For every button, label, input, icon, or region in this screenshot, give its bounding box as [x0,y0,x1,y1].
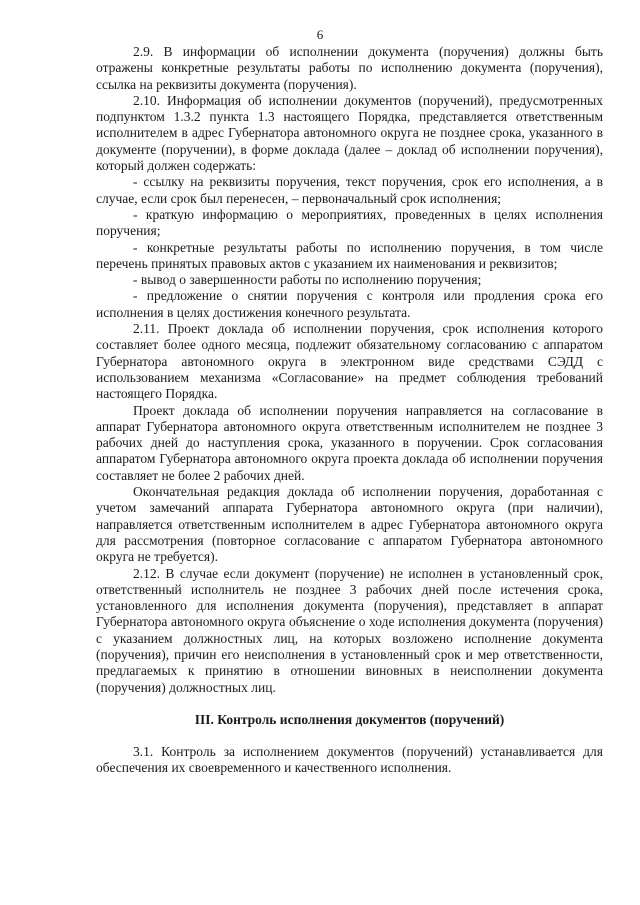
paragraph: 2.10. Информация об исполнении документов (поручений), предусмотренных подпунктом 1.3.2 пункта 1.3 настоящего Порядка, представляется ответственным исполнителем в адрес Губернатора автономного округа не позднее срока, указанного в документе (поручении), в форме доклада (далее – доклад об исполнении поручения), который должен содержать: [96,92,603,174]
list-item: - конкретные результаты работы по исполнению поручения, в том числе перечень принятых правовых актов с указанием их наименования и реквизитов; [96,239,603,271]
paragraph: 2.12. В случае если документ (поручение) не исполнен в установленный срок, ответственный исполнитель не позднее 3 рабочих дней после истечения срока, установленного для исполнения документа (поручения), представляет в аппарат Губернатора автономного округа объяснение о ходе исполнения документа (поручения) с указанием должностных лиц, на которых возложено исполнение документа (поручения), причин его неисполнения в установленный срок и мер ответственности, предлагаемых к принятию в отношении виновных в неисполнении документа (поручения) должностных лиц. [96,565,603,695]
document-body [96,44,603,777]
list-item: - краткую информацию о мероприятиях, проведенных в целях исполнения поручения; [96,206,603,239]
list-item: - вывод о завершенности работы по исполнению поручения; [133,272,482,288]
section-heading: III. Контроль исполнения документов (поручений) [194,711,505,727]
paragraph: 2.9. В информации об исполнении документа (поручения) должны быть отражены конкретные результаты работы по исполнению документа (поручения), ссылка на реквизиты документа (поручения). [96,44,603,92]
paragraph: 3.1. Контроль за исполнением документов (поручений) устанавливается для обеспечения их своевременного и качественного исполнения. [96,744,603,776]
list-item: - предложение о снятии поручения с контроля или продления срока его исполнения в целях достижения конечного результата. [96,288,603,320]
paragraph: Проект доклада об исполнении поручения направляется на согласование в аппарат Губернатора автономного округа ответственным исполнителем не позднее 3 рабочих дней до наступления срока, указанного в поручении. Срок согласования аппаратом Губернатора автономного округа проекта доклада об исполнении поручения составляет не более 2 рабочих дней. [96,402,603,483]
list-item: - ссылку на реквизиты поручения, текст поручения, срок его исполнения, а в случае, если срок был перенесен, – первоначальный срок исполнения; [96,174,603,206]
paragraph: Окончательная редакция доклада об исполнении поручения, доработанная с учетом замечаний аппарата Губернатора автономного округа (при наличии), направляется ответственным исполнителем в адрес Губернатора автономного округа для рассмотрения (повторное согласование с аппаратом Губернатора автономного округа не требуется). [96,484,603,565]
paragraph: 2.11. Проект доклада об исполнении поручения, срок исполнения которого составляет более одного месяца, подлежит обязательному согласованию с аппаратом Губернатора автономного округа в электронном виде средствами СЭДД с использованием механизма «Согласование» на предмет соблюдения требований настоящего Порядка. [96,321,603,402]
page-number: 6 [316,27,324,42]
